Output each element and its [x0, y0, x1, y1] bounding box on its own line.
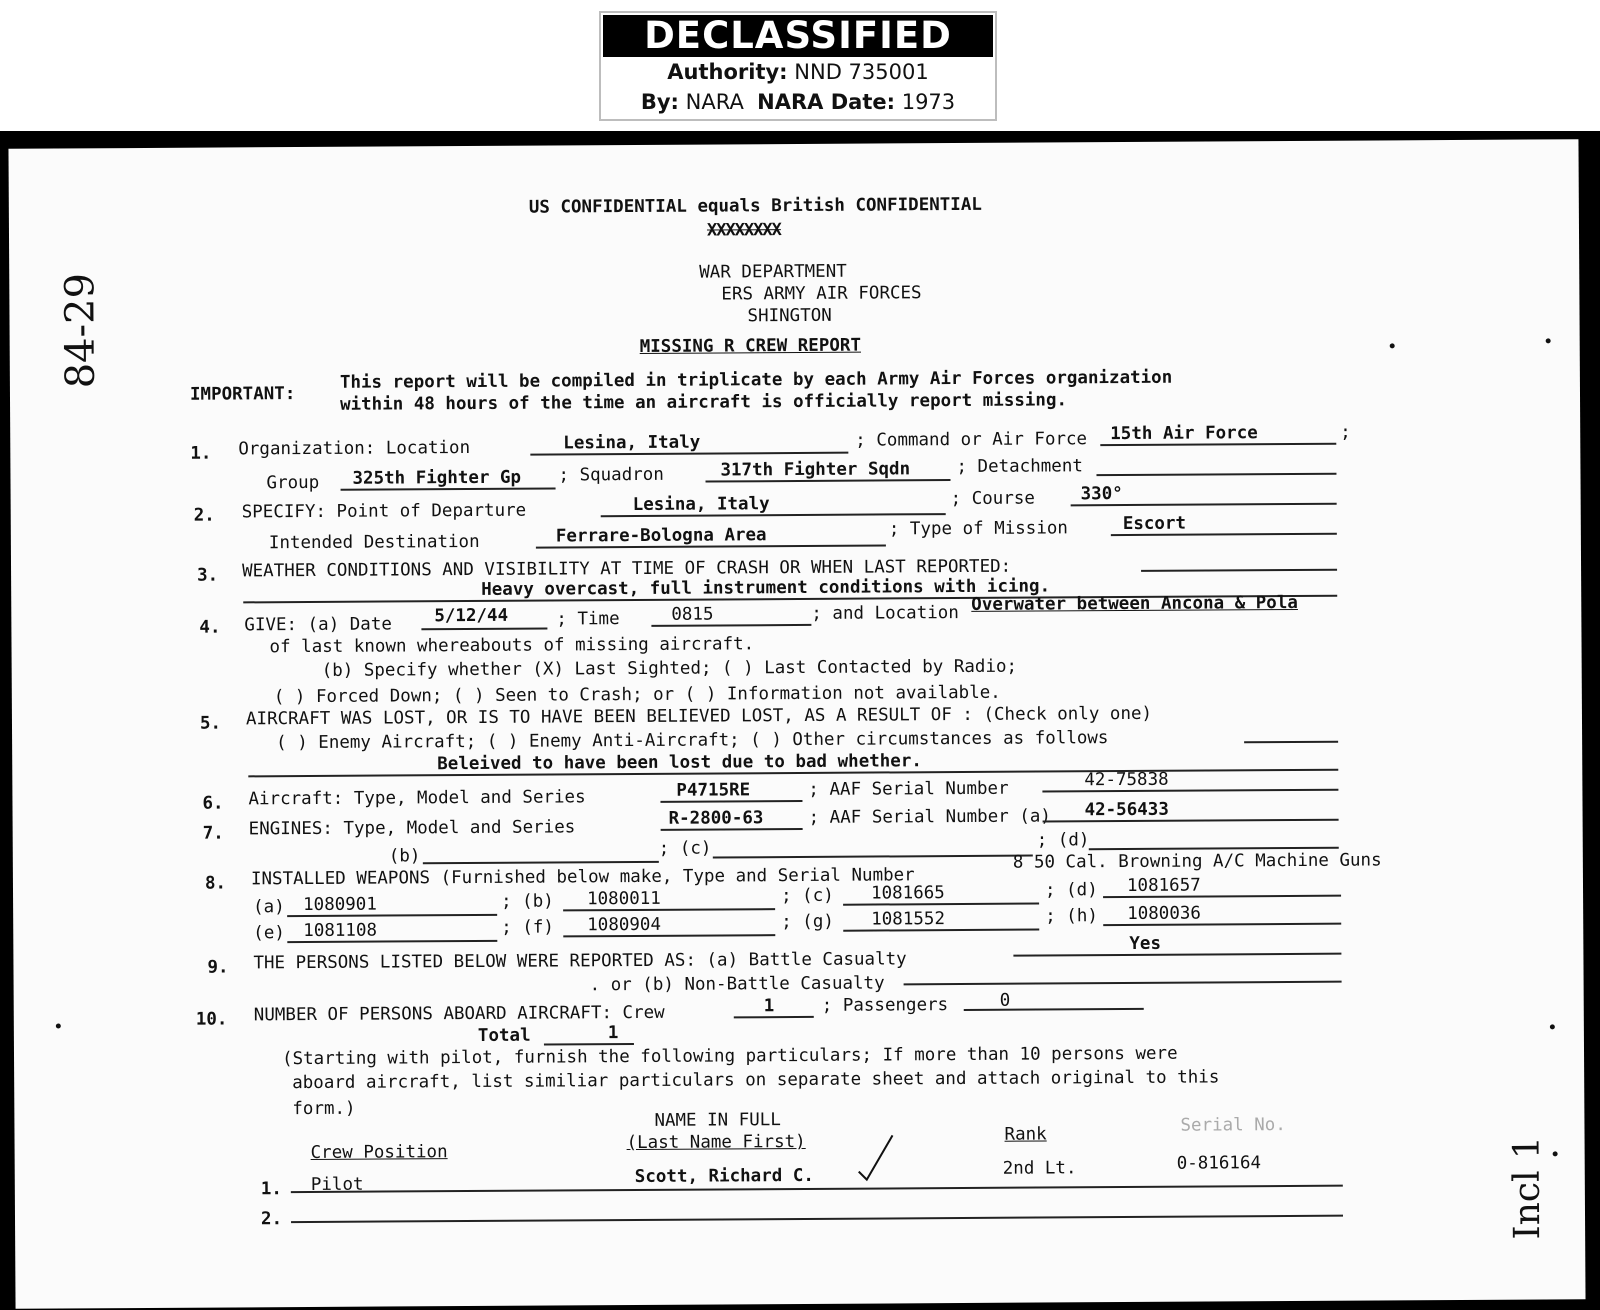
stamp-by	[601, 87, 995, 117]
aircraft-model-label: Aircraft: Type, Model and Series	[248, 787, 586, 810]
gun-g-line	[843, 929, 1039, 932]
gun-d-label: ; (d)	[1044, 880, 1098, 901]
gun-b-serial: 1080011	[587, 888, 661, 910]
last-whereabouts-text: of last known whereabouts of missing aircraft.	[269, 634, 755, 658]
crew-row-1-line	[291, 1185, 1343, 1193]
crew-count-value: 1	[763, 996, 775, 1017]
location-value: Lesina, Italy	[563, 432, 701, 454]
section-4-number: 4.	[199, 617, 221, 638]
gun-d-line	[1103, 895, 1341, 898]
section-7-number: 7.	[202, 823, 224, 844]
important-line-2: within 48 hours of the time an aircraft is officially report missing.	[339, 390, 1068, 415]
important-line-1: This report will be compiled in triplicate by each Army Air Forces organization	[339, 367, 1173, 393]
non-battle-label: . or (b) Non-Battle Casualty	[589, 973, 885, 996]
gun-e-serial: 1081108	[303, 920, 378, 942]
detachment-label: ; Detachment	[956, 456, 1083, 478]
report-title: MISSING R CREW REPORT	[639, 335, 862, 357]
speck	[1390, 343, 1395, 348]
battle-casualty-line	[1013, 953, 1341, 957]
aircraft-model-line	[660, 800, 802, 803]
instructions-line-2: aboard aircraft, list similiar particulars on separate sheet and attach original to this	[292, 1067, 1220, 1094]
circumstances-value: Beleived to have been lost due to bad whether.	[437, 751, 922, 775]
gun-f-label: ; (f)	[501, 917, 554, 938]
squadron-line	[706, 479, 951, 482]
section-2-number: 2.	[193, 505, 215, 526]
gun-a-serial: 1080901	[303, 894, 377, 916]
gun-h-serial: 1080036	[1127, 903, 1201, 924]
engine-serial-label: ; AAF Serial Number (a)	[808, 806, 1051, 828]
col-crew-position: Crew Position	[310, 1142, 448, 1163]
gun-g-label: ; (g)	[781, 911, 834, 933]
crew-row-1-serial: 0-816164	[1176, 1153, 1262, 1174]
command-label: ; Command or Air Force	[855, 429, 1088, 451]
give-date-label: GIVE: (a) Date	[244, 614, 392, 636]
time-line	[651, 624, 811, 627]
destination-value: Ferrare-Bologna Area	[555, 525, 767, 547]
group-line	[341, 487, 556, 490]
instructions-line-1: (Starting with pilot, furnish the following particulars; If more than 10 persons were	[281, 1043, 1178, 1070]
command-line	[1100, 443, 1336, 446]
last-sighted-options: (b) Specify whether (X) Last Sighted; ( ) Last Contacted by Radio;	[321, 656, 1018, 681]
section-8-number: 8.	[204, 873, 227, 894]
departure-value: Lesina, Italy	[632, 494, 770, 515]
section-5-number: 5.	[199, 713, 222, 734]
gun-h-label: ; (h)	[1045, 906, 1098, 927]
crew-row-2-line	[291, 1215, 1343, 1223]
gun-e-line	[287, 940, 497, 943]
aircraft-serial-line	[1042, 789, 1338, 793]
weather-label: WEATHER CONDITIONS AND VISIBILITY AT TIME OF CRASH OR WHEN LAST REPORTED:	[241, 556, 1012, 582]
section-6-number: 6.	[202, 793, 224, 814]
mission-type-label: ; Type of Mission	[888, 518, 1068, 540]
weather-value: Heavy overcast, full instrument conditions with icing.	[481, 576, 1051, 600]
headquarters-title: ERS ARMY AIR FORCES	[721, 283, 922, 305]
total-value: 1	[607, 1023, 619, 1044]
course-value: 330°	[1080, 484, 1123, 505]
date-line	[421, 628, 547, 631]
gun-a-label: (a)	[253, 897, 285, 918]
classification-line: US CONFIDENTIAL equals British CONFIDENTIAL	[528, 194, 982, 218]
non-battle-line	[904, 981, 1342, 986]
instructions-line-3: form.)	[292, 1098, 356, 1120]
course-line	[1071, 503, 1337, 507]
total-line	[544, 1043, 634, 1046]
forced-down-options: ( ) Forced Down; ( ) Seen to Crash; or ( ) Information not available.	[273, 682, 1001, 708]
passengers-label: ; Passengers	[821, 995, 949, 1016]
battle-casualty-value: Yes	[1129, 933, 1162, 954]
stamp-by-label: By:	[640, 90, 679, 114]
gun-g-serial: 1081552	[871, 909, 946, 930]
engine-b-line	[423, 861, 659, 864]
declassified-stamp	[599, 11, 997, 121]
stamp-authority-label: Authority:	[667, 60, 788, 84]
stamp-date-value: 1973	[901, 90, 956, 114]
squadron-label: ; Squadron	[558, 464, 664, 486]
department-title: WAR DEPARTMENT	[699, 261, 847, 283]
persons-aboard-label: NUMBER OF PERSONS ABOARD AIRCRAFT: Crew	[253, 1002, 665, 1026]
destination-label: Intended Destination	[268, 531, 480, 554]
speck	[1546, 338, 1551, 343]
crew-row-1-position: Pilot	[310, 1174, 364, 1195]
weather-line-1	[1141, 569, 1337, 572]
time-value: 0815	[671, 604, 714, 625]
command-semicolon: ;	[1340, 422, 1351, 443]
gun-h-line	[1103, 923, 1341, 926]
col-serial: Serial No.	[1180, 1115, 1286, 1136]
engine-c-line	[713, 855, 1033, 859]
aircraft-serial-value: 42-75838	[1084, 769, 1169, 791]
col-name-line-1: NAME IN FULL	[654, 1110, 781, 1131]
gun-f-serial: 1080904	[587, 914, 662, 936]
engine-d-label: ; (d)	[1036, 830, 1090, 851]
section-1-number: 1.	[190, 443, 212, 464]
report-page	[8, 139, 1585, 1309]
gun-e-label: (e)	[253, 923, 285, 944]
engine-model-line	[661, 828, 803, 831]
margin-file-number: 84-29	[57, 272, 104, 389]
gun-c-serial: 1081665	[870, 883, 945, 904]
location-of-loss-label: ; and Location	[811, 603, 959, 624]
passengers-line	[964, 1008, 1144, 1011]
weapons-description: 8 50 Cal. Browning A/C Machine Guns	[1012, 850, 1382, 873]
group-label: Group	[266, 472, 320, 494]
engine-b-label: (b)	[388, 846, 421, 867]
location-of-loss-value: Overwater between Ancona & Pola	[971, 592, 1298, 615]
mission-type-line	[1111, 533, 1337, 536]
stamp-authority-value: NND 735001	[794, 60, 929, 84]
crew-row-1-number: 1.	[260, 1179, 282, 1200]
check-mark-icon	[857, 1133, 897, 1183]
stamp-date-label: NARA Date:	[757, 90, 896, 114]
command-value: 15th Air Force	[1110, 423, 1258, 445]
group-value: 325th Fighter Gp	[352, 467, 522, 489]
struck-classification: XXXXXXXX	[706, 220, 781, 241]
col-rank: Rank	[1004, 1124, 1047, 1145]
gun-b-label: ; (b)	[501, 891, 554, 912]
gun-c-label: ; (c)	[780, 885, 834, 907]
time-label: ; Time	[556, 609, 620, 630]
speck	[1553, 1151, 1558, 1156]
engine-c-label: ; (c)	[658, 838, 712, 859]
crew-row-1-name: Scott, Richard C.	[634, 1165, 814, 1187]
stamp-authority	[601, 57, 995, 87]
mission-type-value: Escort	[1122, 513, 1187, 535]
section-10-number: 10.	[195, 1009, 228, 1030]
date-value: 5/12/44	[434, 605, 509, 627]
crew-row-1-rank: 2nd Lt.	[1002, 1158, 1077, 1179]
engine-serial-value: 42-56433	[1084, 799, 1169, 821]
engine-model-value: R-2800-63	[668, 808, 764, 829]
squadron-value: 317th Fighter Sqdn	[720, 459, 911, 481]
engine-serial-line	[1043, 819, 1339, 823]
gun-f-line	[563, 934, 775, 937]
section-9-number: 9.	[207, 957, 229, 978]
departure-label: SPECIFY: Point of Departure	[241, 500, 527, 523]
city-title: SHINGTON	[747, 305, 832, 327]
speck	[56, 1024, 61, 1029]
detachment-line	[1096, 473, 1336, 476]
gun-b-line	[563, 908, 775, 911]
gun-c-line	[843, 903, 1039, 906]
total-label: Total	[477, 1025, 531, 1046]
margin-incl-note: Incl 1	[1506, 1135, 1549, 1240]
cause-of-loss-label: AIRCRAFT WAS LOST, OR IS TO HAVE BEEN BELIEVED LOST, AS A RESULT OF : (Check only one)	[245, 703, 1153, 730]
col-name-line-2: (Last Name First)	[626, 1131, 806, 1154]
stamp-by-value: NARA	[685, 90, 744, 114]
engine-d-line	[1089, 847, 1339, 851]
weapons-label: INSTALLED WEAPONS (Furnished below make, Type and Serial Number	[250, 865, 915, 890]
circumstances-line-1	[1244, 741, 1338, 744]
important-label: IMPORTANT:	[189, 384, 296, 405]
passengers-value: 0	[999, 990, 1011, 1011]
casualty-label: THE PERSONS LISTED BELOW WERE REPORTED AS: (a) Battle Casualty	[253, 949, 907, 974]
gun-a-line	[287, 914, 497, 917]
course-label: ; Course	[950, 488, 1035, 510]
organization-label: Organization: Location	[238, 437, 471, 460]
stamp-title: DECLASSIFIED	[603, 15, 993, 57]
crew-count-line	[734, 1016, 814, 1018]
cause-options: ( ) Enemy Aircraft; ( ) Enemy Anti-Aircraft; ( ) Other circumstances as follows	[276, 728, 1109, 754]
aircraft-model-value: P4715RE	[676, 780, 751, 801]
engine-model-label: ENGINES: Type, Model and Series	[248, 817, 576, 840]
aircraft-serial-label: ; AAF Serial Number	[808, 778, 1009, 800]
speck	[1550, 1024, 1555, 1029]
section-3-number: 3.	[197, 565, 219, 586]
gun-d-serial: 1081657	[1126, 875, 1201, 896]
crew-row-2-number: 2.	[260, 1209, 283, 1230]
